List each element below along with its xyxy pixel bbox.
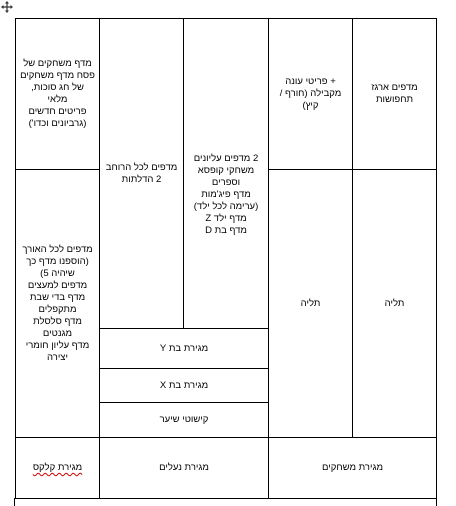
cell-drawer-y[interactable] bbox=[100, 329, 268, 368]
cell-text: + פריטי עונה מקבילה (חורף / קיץ) bbox=[279, 76, 342, 111]
cell-text: 2 מדפים עליונים משחקי קופסא וספרים מדף פיג'מות (ערימה לכל ילד) מדף ילד Z מדף בת D bbox=[193, 152, 259, 236]
cell-text: מגירת קלקס bbox=[32, 462, 83, 473]
cell-costume-boxes[interactable] bbox=[353, 19, 436, 169]
cell-drawer-x[interactable] bbox=[100, 369, 268, 402]
cell-text: מגירת בת Y bbox=[159, 342, 209, 354]
cell-text: תליה bbox=[300, 297, 321, 309]
cell-drawer-klikes[interactable] bbox=[16, 438, 99, 498]
cell-game-shelf[interactable] bbox=[16, 19, 99, 169]
cell-text: מדפים לכל האורך (הוספנו מדף כך שיהיה 5) מדפים למעצים מדף בדי שבת מתקפלים מדף סלסלת מגנטים מדף עליון חומרי יצירה bbox=[22, 243, 93, 363]
cell-text: מגירת בת X bbox=[159, 379, 209, 391]
cell-width-shelves[interactable] bbox=[100, 19, 183, 328]
table-border-left-continuation bbox=[14, 498, 15, 506]
cell-upper-shelves[interactable] bbox=[184, 19, 268, 328]
cell-hanging-2[interactable] bbox=[353, 170, 436, 437]
cell-season-items[interactable] bbox=[269, 19, 352, 169]
table-border-bottom bbox=[15, 498, 437, 499]
cell-text: מדפים לכל הרוחב 2 הדלתות bbox=[105, 161, 178, 185]
cell-hanging-1[interactable] bbox=[269, 170, 352, 437]
cell-text: מדפים ארגז תחפושות bbox=[371, 82, 418, 105]
table-border-right-continuation bbox=[436, 498, 437, 506]
cell-text: מגירת נעלים bbox=[159, 462, 209, 473]
cell-text: תליה bbox=[384, 297, 405, 309]
cell-text: מגירת משחקים bbox=[322, 462, 383, 473]
cell-full-length-shelves[interactable] bbox=[16, 170, 99, 437]
cell-text: מדף משחקים של פסח מדף משחקים של חג סוכות, מלאי פריטים חדשים (גרביונים וכדו') bbox=[20, 58, 95, 129]
cell-drawer-games[interactable] bbox=[269, 438, 436, 498]
table-border-right bbox=[436, 18, 437, 499]
table-move-handle-icon[interactable] bbox=[0, 0, 14, 14]
cell-text: קישוטי שיער bbox=[159, 414, 209, 425]
cell-drawer-shoes[interactable] bbox=[100, 438, 268, 498]
cell-hair-ties[interactable] bbox=[100, 403, 268, 437]
